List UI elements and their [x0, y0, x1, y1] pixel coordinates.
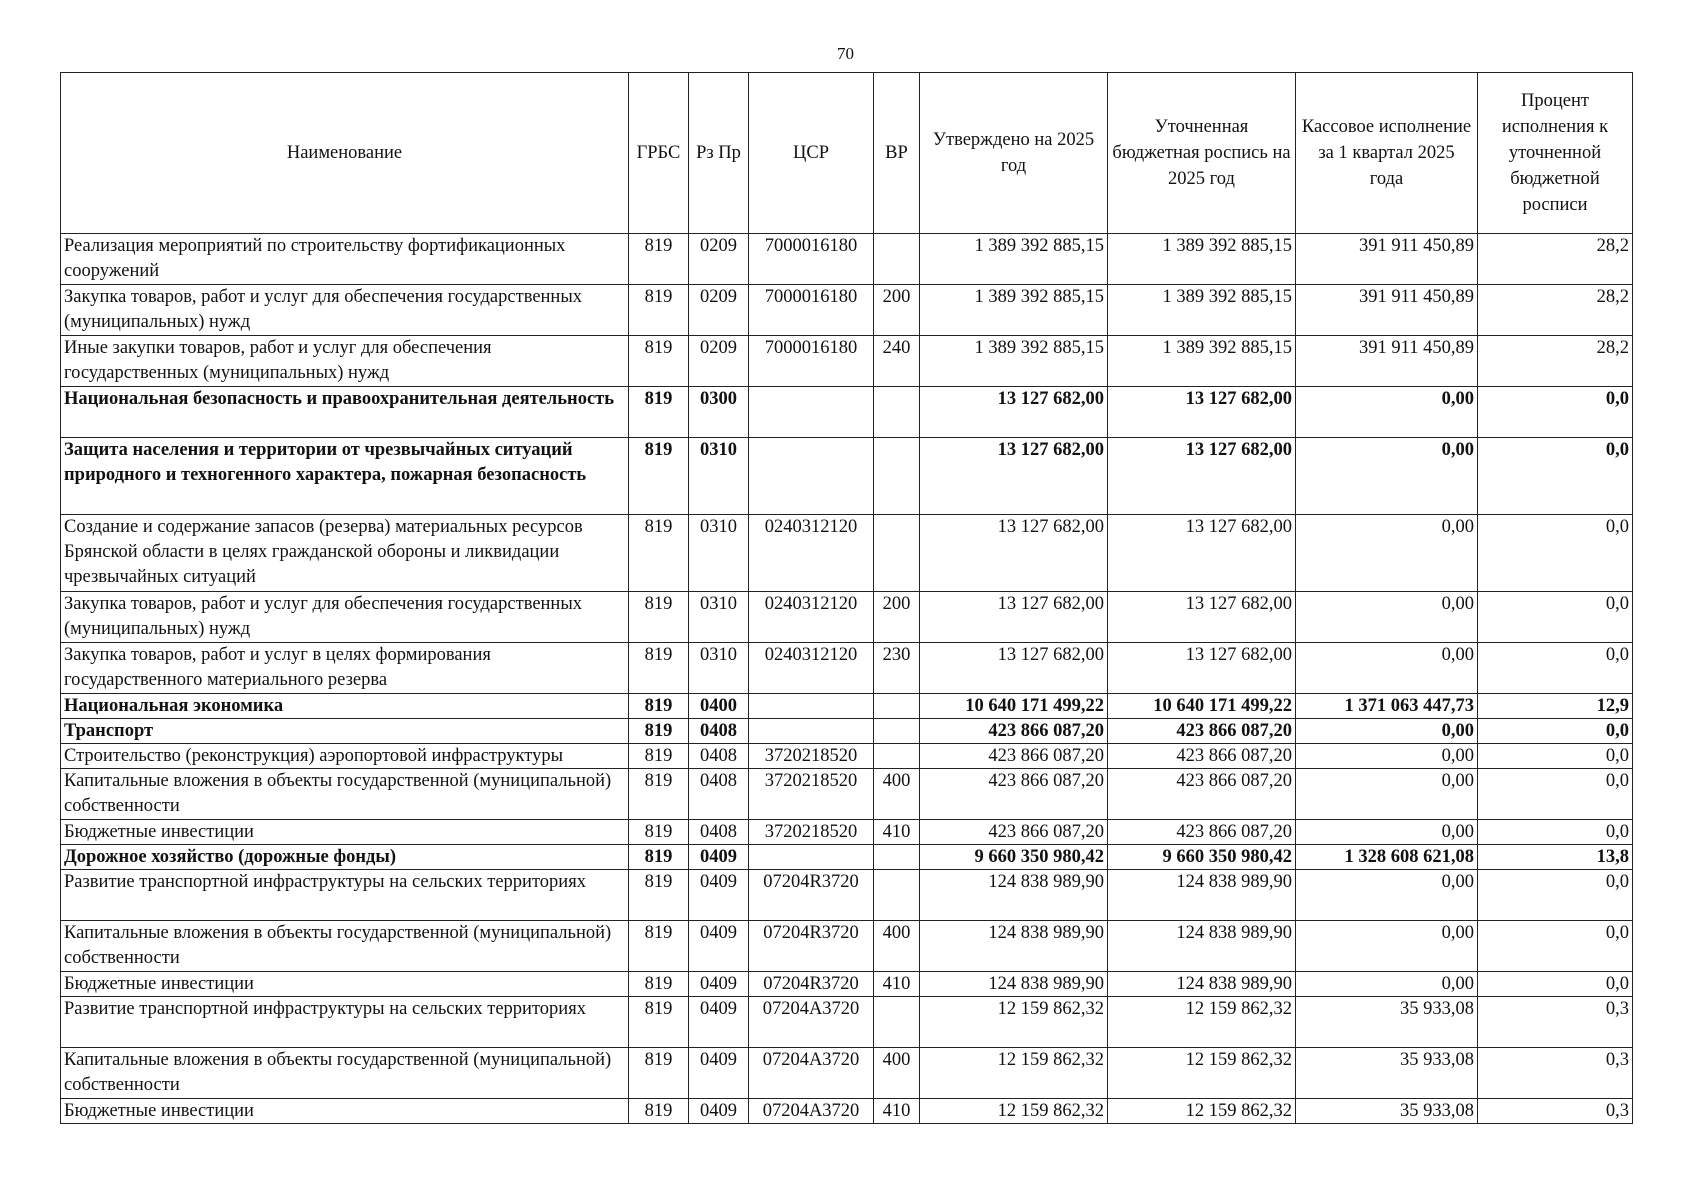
cell-csr — [749, 694, 874, 719]
cell-percent: 0,0 — [1478, 921, 1633, 972]
cell-csr — [749, 845, 874, 870]
cell-percent: 0,0 — [1478, 870, 1633, 921]
cell-name: Строительство (реконструкция) аэропортовой инфраструктуры — [61, 744, 629, 769]
cell-percent: 0,3 — [1478, 997, 1633, 1048]
cell-csr: 3720218520 — [749, 820, 874, 845]
cell-executed: 35 933,08 — [1296, 1099, 1478, 1124]
cell-executed: 0,00 — [1296, 592, 1478, 643]
cell-vr — [874, 438, 920, 515]
cell-grbs: 819 — [629, 387, 689, 438]
header-name: Наименование — [61, 73, 629, 234]
cell-percent: 0,0 — [1478, 643, 1633, 694]
cell-grbs: 819 — [629, 1048, 689, 1099]
table-row — [61, 820, 1633, 845]
header-csr: ЦСР — [749, 73, 874, 234]
cell-vr: 410 — [874, 972, 920, 997]
cell-grbs: 819 — [629, 643, 689, 694]
cell-rzpr: 0310 — [689, 592, 749, 643]
table-row — [61, 515, 1633, 592]
cell-grbs: 819 — [629, 997, 689, 1048]
cell-approved: 124 838 989,90 — [920, 972, 1108, 997]
cell-name: Реализация мероприятий по строительству фортификационных сооружений — [61, 234, 629, 285]
cell-percent: 0,0 — [1478, 438, 1633, 515]
table-row — [61, 694, 1633, 719]
table-row — [61, 1048, 1633, 1099]
cell-csr — [749, 438, 874, 515]
cell-vr — [874, 234, 920, 285]
cell-approved: 423 866 087,20 — [920, 744, 1108, 769]
cell-vr: 240 — [874, 336, 920, 387]
cell-grbs: 819 — [629, 845, 689, 870]
cell-vr: 230 — [874, 643, 920, 694]
header-grbs: ГРБС — [629, 73, 689, 234]
cell-rzpr: 0408 — [689, 820, 749, 845]
cell-name: Национальная безопасность и правоохранительная деятельность — [61, 387, 629, 438]
cell-csr: 07204R3720 — [749, 972, 874, 997]
table-row — [61, 744, 1633, 769]
cell-refined: 423 866 087,20 — [1108, 719, 1296, 744]
cell-csr: 07204R3720 — [749, 870, 874, 921]
cell-grbs: 819 — [629, 285, 689, 336]
cell-approved: 1 389 392 885,15 — [920, 234, 1108, 285]
cell-approved: 423 866 087,20 — [920, 820, 1108, 845]
cell-rzpr: 0310 — [689, 643, 749, 694]
cell-executed: 0,00 — [1296, 438, 1478, 515]
cell-rzpr: 0409 — [689, 921, 749, 972]
cell-percent: 28,2 — [1478, 285, 1633, 336]
cell-vr — [874, 694, 920, 719]
cell-percent: 0,0 — [1478, 820, 1633, 845]
cell-percent: 28,2 — [1478, 234, 1633, 285]
cell-rzpr: 0209 — [689, 336, 749, 387]
cell-vr — [874, 744, 920, 769]
cell-percent: 0,0 — [1478, 972, 1633, 997]
cell-name: Капитальные вложения в объекты государственной (муниципальной) собственности — [61, 921, 629, 972]
cell-name: Бюджетные инвестиции — [61, 972, 629, 997]
budget-table — [60, 72, 1633, 1124]
cell-refined: 124 838 989,90 — [1108, 870, 1296, 921]
cell-executed: 0,00 — [1296, 820, 1478, 845]
cell-csr: 07204A3720 — [749, 1099, 874, 1124]
table-row — [61, 285, 1633, 336]
cell-rzpr: 0408 — [689, 719, 749, 744]
cell-rzpr: 0310 — [689, 438, 749, 515]
table-row — [61, 1099, 1633, 1124]
table-row — [61, 592, 1633, 643]
cell-rzpr: 0408 — [689, 744, 749, 769]
cell-approved: 13 127 682,00 — [920, 592, 1108, 643]
table-row — [61, 921, 1633, 972]
cell-percent: 0,0 — [1478, 744, 1633, 769]
cell-approved: 423 866 087,20 — [920, 769, 1108, 820]
cell-rzpr: 0310 — [689, 515, 749, 592]
cell-vr: 410 — [874, 820, 920, 845]
cell-grbs: 819 — [629, 592, 689, 643]
cell-percent: 12,9 — [1478, 694, 1633, 719]
cell-grbs: 819 — [629, 515, 689, 592]
cell-executed: 391 911 450,89 — [1296, 285, 1478, 336]
cell-grbs: 819 — [629, 719, 689, 744]
cell-refined: 124 838 989,90 — [1108, 972, 1296, 997]
table-row — [61, 769, 1633, 820]
cell-name: Закупка товаров, работ и услуг для обеспечения государственных (муниципальных) нужд — [61, 592, 629, 643]
cell-csr: 07204A3720 — [749, 1048, 874, 1099]
cell-executed: 391 911 450,89 — [1296, 336, 1478, 387]
cell-refined: 12 159 862,32 — [1108, 1099, 1296, 1124]
cell-csr: 3720218520 — [749, 769, 874, 820]
cell-grbs: 819 — [629, 820, 689, 845]
cell-rzpr: 0408 — [689, 769, 749, 820]
cell-percent: 0,0 — [1478, 592, 1633, 643]
cell-vr: 200 — [874, 285, 920, 336]
cell-rzpr: 0409 — [689, 1048, 749, 1099]
cell-grbs: 819 — [629, 972, 689, 997]
cell-executed: 0,00 — [1296, 643, 1478, 694]
cell-grbs: 819 — [629, 234, 689, 285]
cell-vr — [874, 997, 920, 1048]
cell-csr — [749, 387, 874, 438]
cell-csr: 7000016180 — [749, 285, 874, 336]
cell-approved: 13 127 682,00 — [920, 515, 1108, 592]
header-vr: ВР — [874, 73, 920, 234]
cell-refined: 13 127 682,00 — [1108, 643, 1296, 694]
cell-refined: 9 660 350 980,42 — [1108, 845, 1296, 870]
cell-rzpr: 0409 — [689, 845, 749, 870]
header-executed: Кассовое исполнение за 1 квартал 2025 года — [1296, 73, 1478, 234]
cell-percent: 28,2 — [1478, 336, 1633, 387]
cell-refined: 1 389 392 885,15 — [1108, 285, 1296, 336]
cell-name: Дорожное хозяйство (дорожные фонды) — [61, 845, 629, 870]
cell-grbs: 819 — [629, 921, 689, 972]
cell-rzpr: 0209 — [689, 285, 749, 336]
cell-executed: 1 371 063 447,73 — [1296, 694, 1478, 719]
cell-refined: 423 866 087,20 — [1108, 769, 1296, 820]
cell-grbs: 819 — [629, 870, 689, 921]
cell-executed: 391 911 450,89 — [1296, 234, 1478, 285]
cell-rzpr: 0209 — [689, 234, 749, 285]
cell-vr — [874, 870, 920, 921]
table-row — [61, 719, 1633, 744]
cell-vr — [874, 387, 920, 438]
cell-approved: 12 159 862,32 — [920, 997, 1108, 1048]
cell-rzpr: 0409 — [689, 870, 749, 921]
page-number: 70 — [837, 44, 854, 63]
cell-percent: 0,0 — [1478, 515, 1633, 592]
cell-name: Защита населения и территории от чрезвычайных ситуаций природного и техногенного характера, пожарная безопасность — [61, 438, 629, 515]
header-percent: Процент исполнения к уточненной бюджетной росписи — [1478, 73, 1633, 234]
cell-refined: 1 389 392 885,15 — [1108, 234, 1296, 285]
cell-executed: 0,00 — [1296, 719, 1478, 744]
cell-name: Развитие транспортной инфраструктуры на сельских территориях — [61, 997, 629, 1048]
cell-approved: 12 159 862,32 — [920, 1099, 1108, 1124]
header-rzpr: Рз Пр — [689, 73, 749, 234]
cell-rzpr: 0409 — [689, 997, 749, 1048]
cell-name: Закупка товаров, работ и услуг в целях формирования государственного материального резерва — [61, 643, 629, 694]
cell-name: Развитие транспортной инфраструктуры на сельских территориях — [61, 870, 629, 921]
cell-name: Национальная экономика — [61, 694, 629, 719]
cell-vr — [874, 845, 920, 870]
cell-executed: 0,00 — [1296, 387, 1478, 438]
cell-executed: 0,00 — [1296, 972, 1478, 997]
table-row — [61, 643, 1633, 694]
cell-executed: 0,00 — [1296, 744, 1478, 769]
cell-refined: 12 159 862,32 — [1108, 997, 1296, 1048]
cell-executed: 0,00 — [1296, 515, 1478, 592]
cell-refined: 1 389 392 885,15 — [1108, 336, 1296, 387]
cell-name: Иные закупки товаров, работ и услуг для обеспечения государственных (муниципальных) нужд — [61, 336, 629, 387]
cell-csr: 0240312120 — [749, 515, 874, 592]
cell-refined: 423 866 087,20 — [1108, 820, 1296, 845]
cell-executed: 35 933,08 — [1296, 1048, 1478, 1099]
table-row — [61, 387, 1633, 438]
cell-name: Капитальные вложения в объекты государственной (муниципальной) собственности — [61, 1048, 629, 1099]
cell-executed: 0,00 — [1296, 870, 1478, 921]
cell-refined: 10 640 171 499,22 — [1108, 694, 1296, 719]
cell-percent: 13,8 — [1478, 845, 1633, 870]
cell-name: Закупка товаров, работ и услуг для обеспечения государственных (муниципальных) нужд — [61, 285, 629, 336]
cell-approved: 13 127 682,00 — [920, 387, 1108, 438]
cell-approved: 1 389 392 885,15 — [920, 285, 1108, 336]
cell-rzpr: 0400 — [689, 694, 749, 719]
cell-vr: 400 — [874, 769, 920, 820]
cell-grbs: 819 — [629, 694, 689, 719]
cell-name: Капитальные вложения в объекты государственной (муниципальной) собственности — [61, 769, 629, 820]
cell-refined: 124 838 989,90 — [1108, 921, 1296, 972]
cell-vr: 400 — [874, 921, 920, 972]
cell-grbs: 819 — [629, 769, 689, 820]
table-row — [61, 336, 1633, 387]
table-row — [61, 870, 1633, 921]
cell-approved: 12 159 862,32 — [920, 1048, 1108, 1099]
cell-csr: 7000016180 — [749, 234, 874, 285]
header-row — [61, 73, 1633, 234]
cell-csr: 7000016180 — [749, 336, 874, 387]
cell-approved: 124 838 989,90 — [920, 870, 1108, 921]
cell-rzpr: 0409 — [689, 972, 749, 997]
cell-vr — [874, 515, 920, 592]
cell-refined: 13 127 682,00 — [1108, 438, 1296, 515]
cell-grbs: 819 — [629, 744, 689, 769]
cell-vr: 410 — [874, 1099, 920, 1124]
cell-percent: 0,3 — [1478, 1099, 1633, 1124]
cell-approved: 423 866 087,20 — [920, 719, 1108, 744]
cell-rzpr: 0300 — [689, 387, 749, 438]
cell-csr: 0240312120 — [749, 643, 874, 694]
cell-percent: 0,0 — [1478, 769, 1633, 820]
cell-percent: 0,0 — [1478, 719, 1633, 744]
header-approved: Утверждено на 2025 год — [920, 73, 1108, 234]
cell-refined: 12 159 862,32 — [1108, 1048, 1296, 1099]
cell-vr: 400 — [874, 1048, 920, 1099]
table-row — [61, 972, 1633, 997]
cell-executed: 35 933,08 — [1296, 997, 1478, 1048]
table-row — [61, 438, 1633, 515]
cell-grbs: 819 — [629, 1099, 689, 1124]
cell-executed: 1 328 608 621,08 — [1296, 845, 1478, 870]
cell-csr — [749, 719, 874, 744]
cell-csr: 0240312120 — [749, 592, 874, 643]
cell-executed: 0,00 — [1296, 921, 1478, 972]
cell-vr — [874, 719, 920, 744]
cell-approved: 13 127 682,00 — [920, 643, 1108, 694]
cell-csr: 07204A3720 — [749, 997, 874, 1048]
cell-percent: 0,3 — [1478, 1048, 1633, 1099]
cell-csr: 07204R3720 — [749, 921, 874, 972]
cell-percent: 0,0 — [1478, 387, 1633, 438]
cell-approved: 124 838 989,90 — [920, 921, 1108, 972]
cell-csr: 3720218520 — [749, 744, 874, 769]
cell-name: Бюджетные инвестиции — [61, 1099, 629, 1124]
cell-approved: 10 640 171 499,22 — [920, 694, 1108, 719]
cell-name: Транспорт — [61, 719, 629, 744]
cell-rzpr: 0409 — [689, 1099, 749, 1124]
cell-name: Создание и содержание запасов (резерва) материальных ресурсов Брянской области в целях гражданской обороны и ликвидации чрезвычайных ситуаций — [61, 515, 629, 592]
cell-grbs: 819 — [629, 438, 689, 515]
cell-approved: 1 389 392 885,15 — [920, 336, 1108, 387]
header-refined: Уточненная бюджетная роспись на 2025 год — [1108, 73, 1296, 234]
cell-refined: 13 127 682,00 — [1108, 387, 1296, 438]
cell-executed: 0,00 — [1296, 769, 1478, 820]
cell-approved: 13 127 682,00 — [920, 438, 1108, 515]
table-row — [61, 234, 1633, 285]
cell-grbs: 819 — [629, 336, 689, 387]
cell-name: Бюджетные инвестиции — [61, 820, 629, 845]
cell-approved: 9 660 350 980,42 — [920, 845, 1108, 870]
table-row — [61, 845, 1633, 870]
cell-vr: 200 — [874, 592, 920, 643]
cell-refined: 13 127 682,00 — [1108, 592, 1296, 643]
cell-refined: 13 127 682,00 — [1108, 515, 1296, 592]
cell-refined: 423 866 087,20 — [1108, 744, 1296, 769]
table-row — [61, 997, 1633, 1048]
